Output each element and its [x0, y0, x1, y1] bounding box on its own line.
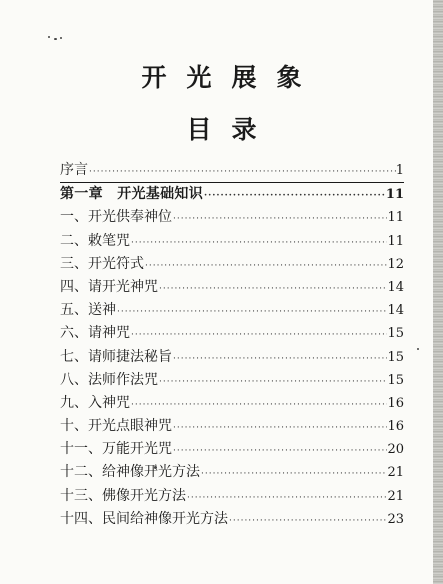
toc-entry-label: 三、开光符式 — [60, 255, 144, 272]
toc-entry-label: 十四、民间给神像开光方法 — [60, 510, 228, 527]
scan-speck — [417, 348, 419, 350]
dot-leader — [172, 208, 387, 231]
toc-entry-label: 十二、给神像开光方法 — [60, 464, 200, 481]
dot-leader — [186, 487, 387, 510]
dot-leader — [172, 417, 387, 440]
book-title: 开光展象 — [141, 63, 322, 92]
scan-speck — [54, 38, 57, 40]
dot-leader — [116, 301, 387, 324]
toc-entry-label: 六、请神咒 — [60, 325, 130, 342]
dot-leader — [158, 278, 387, 301]
toc-entry-label: 十三、佛像开光方法 — [60, 487, 186, 504]
toc-entry-section[interactable] — [60, 369, 404, 392]
toc-entry-label: 七、请师捷法秘旨 — [60, 348, 172, 365]
toc-entry-page: 16 — [387, 395, 404, 411]
toc-entry-page: 11 — [387, 210, 404, 226]
dot-leader — [228, 510, 387, 533]
toc-entry-page: 23 — [387, 511, 404, 527]
toc-entry-page: 1 — [395, 163, 404, 178]
toc-entry-section[interactable] — [60, 438, 404, 461]
toc-entry-page: 16 — [387, 419, 404, 435]
toc-entry-label: 序言 — [60, 162, 88, 178]
dot-leader — [130, 394, 387, 417]
toc-entry-page: 15 — [387, 349, 404, 365]
toc-entry-page: 15 — [387, 372, 404, 388]
dot-leader — [144, 255, 387, 278]
dot-leader — [203, 185, 386, 208]
toc-entry-section[interactable] — [60, 230, 404, 253]
toc-entry-section[interactable] — [60, 322, 404, 345]
toc-entry-section[interactable] — [60, 206, 404, 229]
toc-entry-page: 21 — [387, 488, 404, 504]
scan-speck — [60, 37, 62, 39]
toc-entry-page: 21 — [387, 465, 404, 481]
toc-heading: 目录 — [186, 115, 277, 144]
toc-entry-preface[interactable] — [60, 159, 404, 182]
toc-entry-label: 四、请开光神咒 — [60, 278, 158, 295]
toc-entry-page: 11 — [385, 187, 404, 203]
toc-entry-page: 15 — [387, 326, 404, 342]
toc-entry-section[interactable] — [60, 392, 404, 415]
toc-entry-label: 五、送神 — [60, 302, 116, 319]
toc-entry-section[interactable] — [60, 485, 404, 508]
toc-entry-section[interactable] — [60, 508, 404, 531]
toc-entry-label: 第一章 开光基础知识 — [60, 186, 203, 203]
toc-entry-label: 一、开光供奉神位 — [60, 209, 172, 226]
toc-entry-label: 八、法师作法咒 — [60, 371, 158, 388]
dot-leader — [130, 324, 387, 347]
toc-entry-page: 12 — [387, 256, 404, 272]
toc-entry-page: 11 — [387, 233, 404, 249]
toc-entry-section[interactable] — [60, 346, 404, 369]
toc-entry-section[interactable] — [60, 461, 404, 484]
dot-leader — [158, 371, 387, 394]
dot-leader — [172, 348, 387, 371]
toc-entry-label: 十、开光点眼神咒 — [60, 418, 172, 435]
toc-entry-section[interactable] — [60, 276, 404, 299]
toc-entry-section[interactable] — [60, 253, 404, 276]
toc-entry-page: 14 — [387, 303, 404, 319]
toc-entry-label: 十一、万能开光咒 — [60, 441, 172, 458]
scan-speck — [48, 36, 50, 38]
dot-leader — [172, 440, 387, 463]
dot-leader — [200, 463, 387, 486]
toc-entry-label: 二、敕笔咒 — [60, 232, 130, 249]
table-of-contents — [60, 159, 404, 531]
dot-leader — [130, 232, 387, 255]
toc-entry-label: 九、入神咒 — [60, 394, 130, 411]
toc-entry-page: 20 — [387, 442, 404, 458]
dot-leader — [88, 161, 396, 184]
toc-entry-section[interactable] — [60, 415, 404, 438]
toc-entry-chapter-1[interactable] — [60, 182, 404, 206]
toc-entry-page: 14 — [387, 279, 404, 295]
toc-entry-section[interactable] — [60, 299, 404, 322]
